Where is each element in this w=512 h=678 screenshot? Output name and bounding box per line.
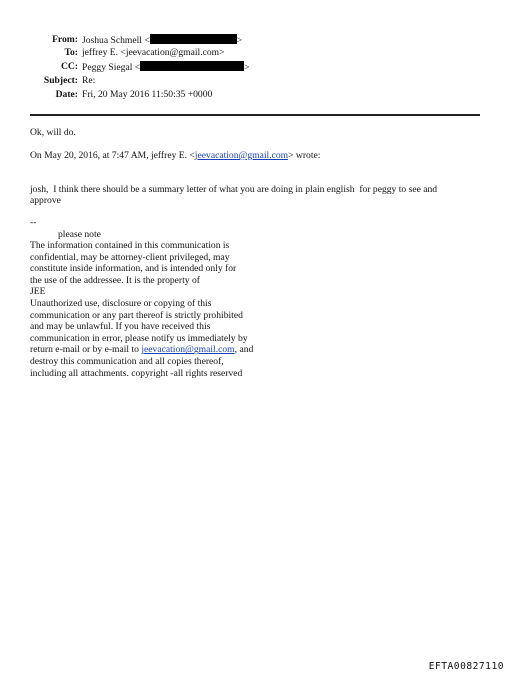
- quote-email-link[interactable]: jeevacation@gmail.com: [194, 150, 289, 161]
- header-divider: [30, 114, 480, 116]
- disclaimer-line: confidential, may be attorney-client privileged, may: [30, 251, 230, 263]
- disclaimer-email-link[interactable]: jeevacation@gmail.com: [141, 344, 235, 356]
- disclaimer-line: constitute inside information, and is intended only for: [30, 263, 237, 275]
- from-label: From:: [52, 34, 78, 45]
- disclaimer-line: communication in error, please notify us immediately by: [30, 332, 248, 344]
- disclaimer-line: including all attachments. copyright -all rights reserved: [30, 367, 243, 379]
- to-value: jeffrey E. <jeevacation@gmail.com>: [82, 47, 225, 58]
- reply-text: Ok, will do.: [30, 127, 76, 138]
- quote-attribution: On May 20, 2016, at 7:47 AM, jeffrey E. <jeevacation@gmail.com> wrote:: [30, 150, 321, 161]
- disclaimer-line: and may be unlawful. If you have received this: [30, 321, 211, 333]
- signature-note: please note: [58, 229, 101, 240]
- message-line: josh, I think there should be a summary letter of what you are doing in plain english for peggy to see and: [30, 184, 438, 195]
- from-value: Joshua Schmell < >: [82, 35, 243, 46]
- disclaimer-line: communication or any part thereof is strictly prohibited: [30, 309, 243, 321]
- disclaimer-email-line: return e-mail or by e-mail to jeevacation@gmail.com, and: [30, 344, 254, 356]
- subject-value: Re:: [82, 75, 96, 86]
- message-line: approve: [30, 195, 61, 206]
- disclaimer-line: Unauthorized use, disclosure or copying of this: [30, 298, 212, 309]
- subject-row: [0, 75, 512, 87]
- date-value: Fri, 20 May 2016 11:50:35 +0000: [82, 89, 213, 100]
- from-row: [0, 34, 512, 46]
- to-label: To:: [64, 47, 78, 58]
- subject-label: Subject:: [43, 75, 78, 86]
- redaction-box: [150, 34, 237, 44]
- document-id: EFTA00827110: [428, 661, 504, 672]
- to-row: [0, 47, 512, 59]
- disclaimer-line: The information contained in this communication is: [30, 240, 230, 251]
- disclaimer-line: the use of the addressee. It is the property of: [30, 274, 200, 286]
- cc-row: [0, 61, 512, 73]
- disclaimer-line: JEE: [30, 286, 46, 298]
- redaction-box: [140, 61, 244, 71]
- cc-value: Peggy Siegal < >: [82, 62, 250, 73]
- date-label: Date:: [55, 89, 78, 100]
- signature-dash: --: [30, 217, 37, 228]
- date-row: [0, 89, 512, 101]
- cc-label: CC:: [60, 61, 78, 72]
- disclaimer-line: destroy this communication and all copies thereof,: [30, 356, 224, 367]
